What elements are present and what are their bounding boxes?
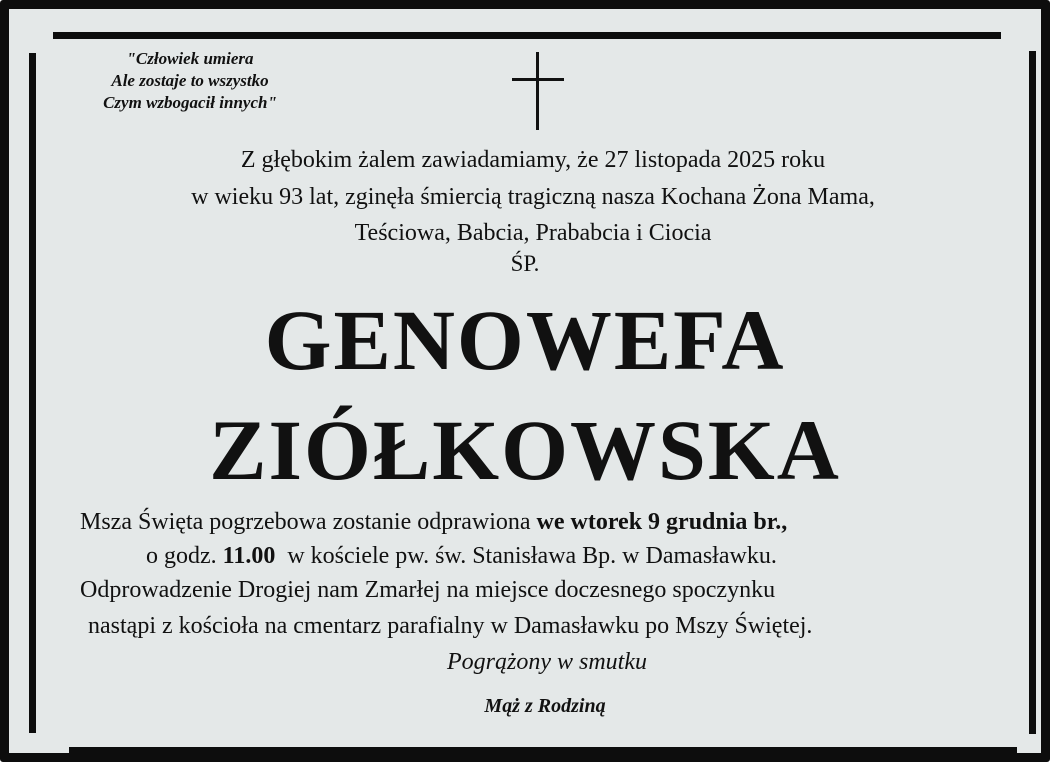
motto-line-1: "Człowiek umiera — [126, 49, 254, 68]
procession-line-1: Odprowadzenie Drogiej nam Zmarłej na miejsce doczesnego spoczynku — [80, 577, 776, 603]
border-rule-bottom — [69, 747, 1017, 755]
procession-line-2: nastąpi z kościoła na cmentarz parafialny w Damasławku po Mszy Świętej. — [88, 613, 813, 639]
signature-family: Mąż z Rodziną — [484, 695, 606, 717]
announcement-line-3: Teściowa, Babcia, Prababcia i Ciocia — [354, 220, 712, 246]
border-rule-top — [53, 32, 1001, 39]
announcement-line-2: w wieku 93 lat, zginęła śmiercią tragiczną nasza Kochana Żona Mama, — [191, 184, 875, 210]
honorific: ŚP. — [510, 251, 540, 276]
funeral-church: w kościele pw. św. Stanisława Bp. w Damasławku. — [275, 543, 777, 569]
motto-line-2: Ale zostaje to wszystko — [111, 71, 269, 90]
motto-line-3: Czym wzbogacił innych" — [103, 93, 277, 112]
funeral-time-prefix: o godz. — [146, 543, 223, 569]
deceased-last-name: ZIÓŁKOWSKA — [209, 402, 841, 498]
signature-mourning: Pogrążony w smutku — [447, 649, 647, 675]
announcement-line-1: Z głębokim żalem zawiadamiamy, że 27 listopada 2025 roku — [240, 147, 826, 173]
cross-icon — [512, 52, 564, 130]
funeral-date: we wtorek 9 grudnia br., — [536, 509, 788, 535]
funeral-time-line — [146, 541, 777, 571]
funeral-mass-text: Msza Święta pogrzebowa zostanie odprawiona — [80, 509, 537, 535]
motto-quote — [56, 48, 324, 114]
funeral-mass-line — [80, 507, 787, 537]
deceased-first-name: GENOWEFA — [264, 292, 786, 388]
funeral-time: 11.00 — [222, 543, 276, 569]
